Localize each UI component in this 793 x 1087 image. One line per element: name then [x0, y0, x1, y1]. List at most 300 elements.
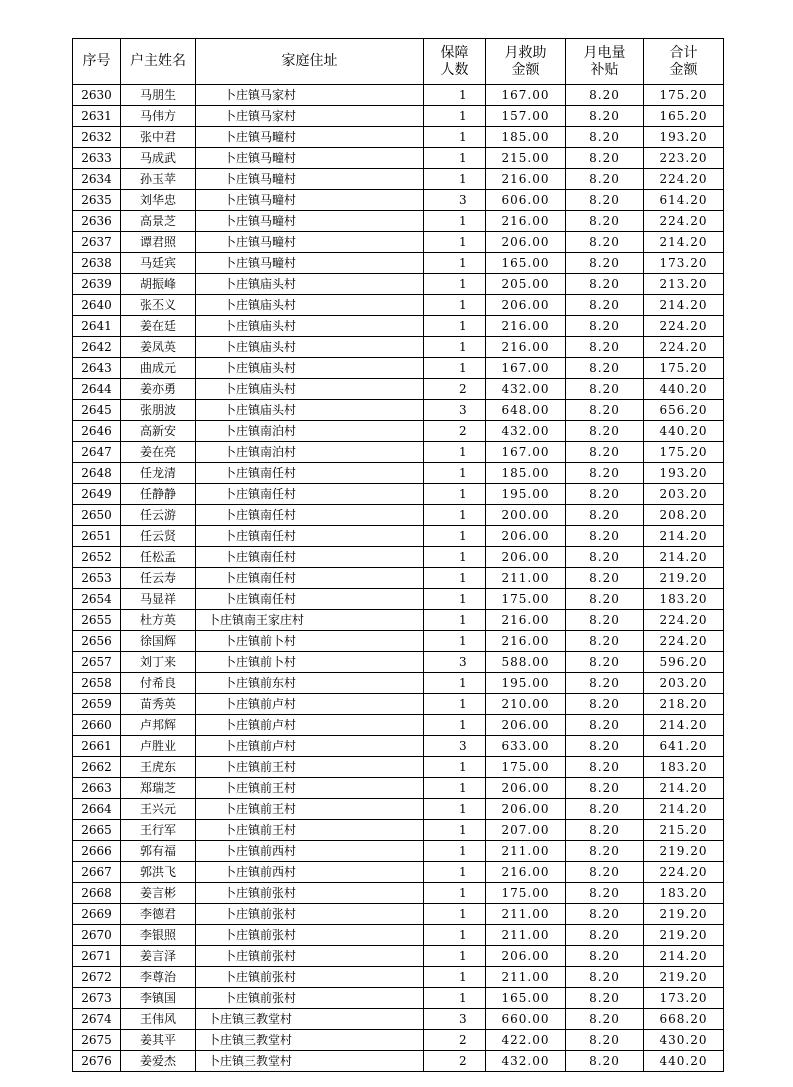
table-row	[73, 820, 724, 841]
cell-no: 2669	[73, 904, 121, 925]
cell-persons: 1	[424, 799, 486, 820]
cell-no: 2648	[73, 463, 121, 484]
cell-name: 任云贤	[121, 526, 196, 547]
cell-persons: 1	[424, 610, 486, 631]
cell-electric: 8.20	[566, 127, 644, 148]
cell-persons: 1	[424, 925, 486, 946]
table-row	[73, 505, 724, 526]
table-row	[73, 883, 724, 904]
cell-total: 223.20	[644, 148, 724, 169]
cell-persons: 1	[424, 883, 486, 904]
cell-name: 王伟风	[121, 1009, 196, 1030]
cell-address: 卜庄镇南任村	[196, 568, 424, 589]
cell-no: 2658	[73, 673, 121, 694]
cell-no: 2666	[73, 841, 121, 862]
cell-no: 2640	[73, 295, 121, 316]
cell-electric: 8.20	[566, 190, 644, 211]
cell-total: 219.20	[644, 568, 724, 589]
cell-electric: 8.20	[566, 589, 644, 610]
header-electric-line1: 月电量	[583, 44, 626, 61]
cell-total: 224.20	[644, 862, 724, 883]
cell-name: 任松孟	[121, 547, 196, 568]
cell-no: 2672	[73, 967, 121, 988]
cell-address: 卜庄镇南王家庄村	[196, 610, 424, 631]
cell-address: 卜庄镇南任村	[196, 589, 424, 610]
cell-no: 2670	[73, 925, 121, 946]
cell-name: 曲成元	[121, 358, 196, 379]
cell-address: 卜庄镇前王村	[196, 799, 424, 820]
cell-name: 张中君	[121, 127, 196, 148]
cell-address: 卜庄镇三教堂村	[196, 1030, 424, 1051]
table-row	[73, 946, 724, 967]
table-row	[73, 400, 724, 421]
cell-no: 2631	[73, 106, 121, 127]
cell-aid: 200.00	[486, 505, 566, 526]
cell-total: 668.20	[644, 1009, 724, 1030]
cell-electric: 8.20	[566, 820, 644, 841]
cell-total: 219.20	[644, 925, 724, 946]
cell-no: 2676	[73, 1051, 121, 1072]
cell-name: 姜爱杰	[121, 1051, 196, 1072]
cell-no: 2665	[73, 820, 121, 841]
header-electric	[566, 39, 644, 85]
cell-total: 224.20	[644, 337, 724, 358]
cell-aid: 206.00	[486, 295, 566, 316]
cell-electric: 8.20	[566, 736, 644, 757]
cell-total: 175.20	[644, 85, 724, 106]
cell-total: 224.20	[644, 631, 724, 652]
header-aid-line2: 金额	[511, 61, 540, 78]
cell-no: 2650	[73, 505, 121, 526]
cell-electric: 8.20	[566, 610, 644, 631]
cell-electric: 8.20	[566, 274, 644, 295]
cell-total: 214.20	[644, 715, 724, 736]
cell-name: 姜在亮	[121, 442, 196, 463]
table-row	[73, 232, 724, 253]
cell-name: 姜在廷	[121, 316, 196, 337]
table-row	[73, 295, 724, 316]
cell-address: 卜庄镇前张村	[196, 967, 424, 988]
cell-aid: 206.00	[486, 547, 566, 568]
cell-total: 173.20	[644, 988, 724, 1009]
cell-no: 2644	[73, 379, 121, 400]
cell-address: 卜庄镇前王村	[196, 820, 424, 841]
cell-no: 2652	[73, 547, 121, 568]
cell-persons: 1	[424, 169, 486, 190]
cell-no: 2668	[73, 883, 121, 904]
table-row	[73, 169, 724, 190]
cell-persons: 1	[424, 232, 486, 253]
cell-total: 173.20	[644, 253, 724, 274]
cell-address: 卜庄镇马疃村	[196, 190, 424, 211]
cell-name: 刘华忠	[121, 190, 196, 211]
cell-address: 卜庄镇前王村	[196, 757, 424, 778]
cell-electric: 8.20	[566, 1030, 644, 1051]
cell-name: 姜言泽	[121, 946, 196, 967]
table-row	[73, 1030, 724, 1051]
cell-name: 付希良	[121, 673, 196, 694]
table-row	[73, 274, 724, 295]
cell-no: 2660	[73, 715, 121, 736]
cell-electric: 8.20	[566, 337, 644, 358]
cell-aid: 432.00	[486, 379, 566, 400]
cell-total: 183.20	[644, 883, 724, 904]
table-row	[73, 673, 724, 694]
header-row	[73, 39, 724, 85]
cell-aid: 167.00	[486, 442, 566, 463]
cell-persons: 1	[424, 631, 486, 652]
cell-address: 卜庄镇前张村	[196, 988, 424, 1009]
cell-electric: 8.20	[566, 148, 644, 169]
cell-no: 2633	[73, 148, 121, 169]
cell-address: 卜庄镇前卜村	[196, 631, 424, 652]
cell-electric: 8.20	[566, 442, 644, 463]
cell-address: 卜庄镇南任村	[196, 547, 424, 568]
table-row	[73, 610, 724, 631]
cell-address: 卜庄镇前张村	[196, 883, 424, 904]
cell-no: 2649	[73, 484, 121, 505]
cell-electric: 8.20	[566, 526, 644, 547]
cell-total: 219.20	[644, 904, 724, 925]
cell-electric: 8.20	[566, 904, 644, 925]
cell-total: 214.20	[644, 295, 724, 316]
cell-persons: 1	[424, 295, 486, 316]
cell-aid: 185.00	[486, 127, 566, 148]
cell-total: 440.20	[644, 379, 724, 400]
table-row	[73, 463, 724, 484]
cell-persons: 3	[424, 400, 486, 421]
cell-persons: 1	[424, 694, 486, 715]
header-total-line2: 金额	[669, 61, 698, 78]
cell-name: 马显祥	[121, 589, 196, 610]
cell-address: 卜庄镇马疃村	[196, 211, 424, 232]
cell-electric: 8.20	[566, 778, 644, 799]
cell-total: 224.20	[644, 316, 724, 337]
cell-total: 214.20	[644, 778, 724, 799]
cell-name: 姜言彬	[121, 883, 196, 904]
cell-aid: 216.00	[486, 316, 566, 337]
cell-aid: 432.00	[486, 1051, 566, 1072]
cell-name: 马廷宾	[121, 253, 196, 274]
relief-table	[72, 38, 724, 1072]
cell-persons: 1	[424, 988, 486, 1009]
cell-persons: 1	[424, 778, 486, 799]
cell-address: 卜庄镇庙头村	[196, 337, 424, 358]
cell-address: 卜庄镇前王村	[196, 778, 424, 799]
table-row	[73, 358, 724, 379]
cell-aid: 211.00	[486, 904, 566, 925]
cell-name: 郭有福	[121, 841, 196, 862]
cell-address: 卜庄镇三教堂村	[196, 1009, 424, 1030]
cell-total: 440.20	[644, 1051, 724, 1072]
cell-address: 卜庄镇庙头村	[196, 316, 424, 337]
cell-name: 马朋生	[121, 85, 196, 106]
cell-persons: 1	[424, 820, 486, 841]
cell-persons: 3	[424, 736, 486, 757]
cell-electric: 8.20	[566, 547, 644, 568]
cell-electric: 8.20	[566, 85, 644, 106]
cell-total: 656.20	[644, 400, 724, 421]
cell-persons: 2	[424, 1051, 486, 1072]
cell-electric: 8.20	[566, 211, 644, 232]
cell-aid: 432.00	[486, 421, 566, 442]
cell-address: 卜庄镇南任村	[196, 526, 424, 547]
cell-electric: 8.20	[566, 1009, 644, 1030]
cell-electric: 8.20	[566, 568, 644, 589]
cell-no: 2630	[73, 85, 121, 106]
table-body	[73, 85, 724, 1072]
cell-electric: 8.20	[566, 925, 644, 946]
table-row	[73, 442, 724, 463]
cell-aid: 175.00	[486, 589, 566, 610]
table-row	[73, 736, 724, 757]
cell-aid: 606.00	[486, 190, 566, 211]
cell-persons: 1	[424, 358, 486, 379]
cell-name: 李德君	[121, 904, 196, 925]
cell-total: 203.20	[644, 484, 724, 505]
cell-address: 卜庄镇前张村	[196, 904, 424, 925]
cell-persons: 1	[424, 757, 486, 778]
document-page	[72, 38, 724, 1072]
cell-electric: 8.20	[566, 694, 644, 715]
cell-aid: 216.00	[486, 610, 566, 631]
cell-name: 姜凤英	[121, 337, 196, 358]
cell-name: 徐国辉	[121, 631, 196, 652]
table-row	[73, 379, 724, 400]
cell-address: 卜庄镇马疃村	[196, 127, 424, 148]
header-persons-line2: 人数	[440, 61, 469, 78]
cell-aid: 185.00	[486, 463, 566, 484]
cell-name: 张朋波	[121, 400, 196, 421]
cell-persons: 1	[424, 463, 486, 484]
cell-name: 孙玉苹	[121, 169, 196, 190]
cell-persons: 1	[424, 211, 486, 232]
cell-aid: 211.00	[486, 568, 566, 589]
cell-no: 2661	[73, 736, 121, 757]
cell-total: 214.20	[644, 526, 724, 547]
cell-name: 胡振峰	[121, 274, 196, 295]
cell-address: 卜庄镇南任村	[196, 484, 424, 505]
cell-persons: 3	[424, 1009, 486, 1030]
cell-no: 2673	[73, 988, 121, 1009]
table-row	[73, 652, 724, 673]
cell-persons: 2	[424, 379, 486, 400]
cell-no: 2657	[73, 652, 121, 673]
cell-no: 2662	[73, 757, 121, 778]
cell-total: 183.20	[644, 589, 724, 610]
cell-address: 卜庄镇南任村	[196, 463, 424, 484]
cell-persons: 1	[424, 442, 486, 463]
cell-electric: 8.20	[566, 652, 644, 673]
cell-address: 卜庄镇前东村	[196, 673, 424, 694]
header-electric-line2: 补贴	[590, 61, 619, 78]
cell-aid: 216.00	[486, 169, 566, 190]
cell-persons: 1	[424, 337, 486, 358]
cell-aid: 207.00	[486, 820, 566, 841]
cell-aid: 660.00	[486, 1009, 566, 1030]
header-persons	[424, 39, 486, 85]
cell-name: 卢胜业	[121, 736, 196, 757]
cell-electric: 8.20	[566, 862, 644, 883]
cell-total: 596.20	[644, 652, 724, 673]
cell-no: 2637	[73, 232, 121, 253]
cell-electric: 8.20	[566, 295, 644, 316]
table-row	[73, 757, 724, 778]
cell-aid: 175.00	[486, 757, 566, 778]
cell-address: 卜庄镇马家村	[196, 85, 424, 106]
cell-persons: 3	[424, 190, 486, 211]
cell-address: 卜庄镇庙头村	[196, 400, 424, 421]
cell-address: 卜庄镇庙头村	[196, 295, 424, 316]
cell-aid: 211.00	[486, 967, 566, 988]
cell-aid: 206.00	[486, 778, 566, 799]
cell-aid: 165.00	[486, 988, 566, 1009]
cell-no: 2643	[73, 358, 121, 379]
header-name: 户主姓名	[121, 39, 196, 85]
cell-total: 219.20	[644, 841, 724, 862]
cell-persons: 1	[424, 253, 486, 274]
cell-address: 卜庄镇庙头村	[196, 274, 424, 295]
table-row	[73, 316, 724, 337]
cell-total: 224.20	[644, 169, 724, 190]
cell-total: 224.20	[644, 211, 724, 232]
cell-no: 2651	[73, 526, 121, 547]
cell-persons: 2	[424, 421, 486, 442]
cell-aid: 648.00	[486, 400, 566, 421]
cell-electric: 8.20	[566, 883, 644, 904]
cell-name: 任云游	[121, 505, 196, 526]
table-row	[73, 1009, 724, 1030]
cell-address: 卜庄镇马疃村	[196, 169, 424, 190]
cell-total: 214.20	[644, 946, 724, 967]
cell-name: 任龙清	[121, 463, 196, 484]
cell-total: 203.20	[644, 673, 724, 694]
cell-persons: 1	[424, 274, 486, 295]
cell-address: 卜庄镇前卢村	[196, 694, 424, 715]
cell-address: 卜庄镇庙头村	[196, 358, 424, 379]
cell-name: 马成武	[121, 148, 196, 169]
cell-no: 2674	[73, 1009, 121, 1030]
cell-address: 卜庄镇马家村	[196, 106, 424, 127]
cell-no: 2675	[73, 1030, 121, 1051]
table-row	[73, 988, 724, 1009]
cell-aid: 175.00	[486, 883, 566, 904]
cell-address: 卜庄镇前卢村	[196, 715, 424, 736]
cell-aid: 205.00	[486, 274, 566, 295]
cell-name: 姜亦勇	[121, 379, 196, 400]
cell-address: 卜庄镇南泊村	[196, 421, 424, 442]
cell-electric: 8.20	[566, 484, 644, 505]
cell-name: 卢邦辉	[121, 715, 196, 736]
header-persons-line1: 保障	[440, 44, 469, 61]
cell-persons: 1	[424, 505, 486, 526]
cell-aid: 157.00	[486, 106, 566, 127]
cell-electric: 8.20	[566, 400, 644, 421]
table-row	[73, 526, 724, 547]
cell-name: 高新安	[121, 421, 196, 442]
cell-name: 李尊治	[121, 967, 196, 988]
header-aid-line1: 月救助	[504, 44, 547, 61]
cell-aid: 210.00	[486, 694, 566, 715]
cell-aid: 206.00	[486, 799, 566, 820]
cell-name: 刘丁来	[121, 652, 196, 673]
table-row	[73, 211, 724, 232]
header-total-line1: 合计	[669, 44, 698, 61]
table-row	[73, 841, 724, 862]
table-row	[73, 1051, 724, 1072]
table-row	[73, 778, 724, 799]
cell-aid: 211.00	[486, 841, 566, 862]
cell-no: 2632	[73, 127, 121, 148]
cell-electric: 8.20	[566, 799, 644, 820]
cell-electric: 8.20	[566, 1051, 644, 1072]
cell-name: 李银照	[121, 925, 196, 946]
table-row	[73, 589, 724, 610]
cell-name: 郑瑞芝	[121, 778, 196, 799]
table-row	[73, 925, 724, 946]
cell-electric: 8.20	[566, 232, 644, 253]
cell-electric: 8.20	[566, 106, 644, 127]
cell-aid: 211.00	[486, 925, 566, 946]
cell-persons: 1	[424, 862, 486, 883]
cell-name: 王兴元	[121, 799, 196, 820]
cell-aid: 167.00	[486, 85, 566, 106]
cell-address: 卜庄镇前张村	[196, 946, 424, 967]
cell-persons: 1	[424, 904, 486, 925]
table-row	[73, 799, 724, 820]
cell-name: 张丕义	[121, 295, 196, 316]
cell-name: 任静静	[121, 484, 196, 505]
table-row	[73, 253, 724, 274]
cell-no: 2667	[73, 862, 121, 883]
header-aid	[486, 39, 566, 85]
cell-electric: 8.20	[566, 169, 644, 190]
cell-address: 卜庄镇南任村	[196, 505, 424, 526]
cell-aid: 167.00	[486, 358, 566, 379]
cell-total: 213.20	[644, 274, 724, 295]
cell-aid: 195.00	[486, 484, 566, 505]
cell-aid: 195.00	[486, 673, 566, 694]
cell-no: 2639	[73, 274, 121, 295]
cell-electric: 8.20	[566, 316, 644, 337]
table-row	[73, 862, 724, 883]
table-row	[73, 106, 724, 127]
cell-electric: 8.20	[566, 421, 644, 442]
cell-persons: 1	[424, 127, 486, 148]
cell-aid: 215.00	[486, 148, 566, 169]
cell-no: 2635	[73, 190, 121, 211]
table-row	[73, 967, 724, 988]
cell-no: 2659	[73, 694, 121, 715]
cell-electric: 8.20	[566, 463, 644, 484]
cell-address: 卜庄镇前西村	[196, 841, 424, 862]
cell-no: 2641	[73, 316, 121, 337]
cell-total: 224.20	[644, 610, 724, 631]
cell-total: 215.20	[644, 820, 724, 841]
cell-persons: 1	[424, 547, 486, 568]
cell-address: 卜庄镇马疃村	[196, 148, 424, 169]
cell-no: 2647	[73, 442, 121, 463]
cell-persons: 1	[424, 946, 486, 967]
cell-total: 183.20	[644, 757, 724, 778]
cell-persons: 1	[424, 967, 486, 988]
cell-electric: 8.20	[566, 841, 644, 862]
cell-no: 2634	[73, 169, 121, 190]
cell-no: 2656	[73, 631, 121, 652]
cell-address: 卜庄镇前卢村	[196, 736, 424, 757]
cell-persons: 1	[424, 148, 486, 169]
cell-persons: 1	[424, 526, 486, 547]
